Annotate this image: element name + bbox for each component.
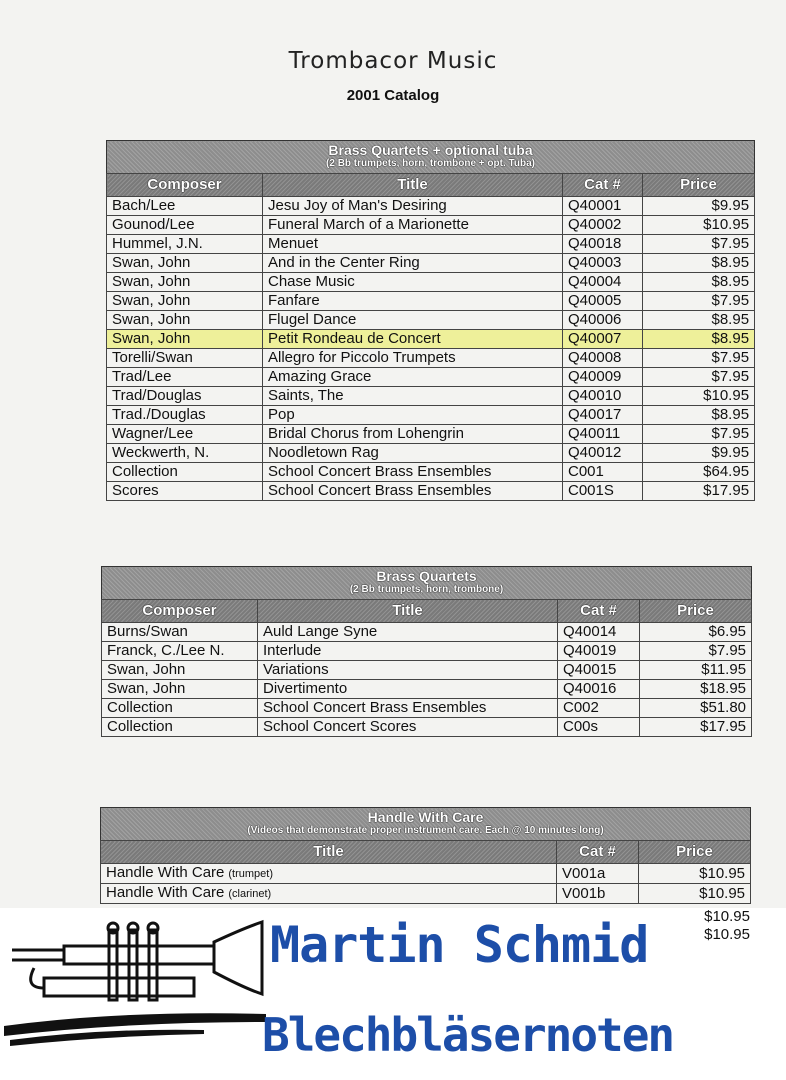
cell-title: Flugel Dance xyxy=(263,311,563,330)
cell-cat: Q40011 xyxy=(563,425,643,444)
cell-title: Funeral March of a Marionette xyxy=(263,216,563,235)
cell-title: Interlude xyxy=(258,642,558,661)
cell-title: Bridal Chorus from Lohengrin xyxy=(263,425,563,444)
cell-cat: C001 xyxy=(563,463,643,482)
cell-cat: Q40009 xyxy=(563,368,643,387)
cell-cat: Q40014 xyxy=(558,623,640,642)
cell-composer: Gounod/Lee xyxy=(107,216,263,235)
trumpet-icon xyxy=(4,918,268,1068)
cell-composer: Wagner/Lee xyxy=(107,425,263,444)
cell-composer: Swan, John xyxy=(107,330,263,349)
table-subtitle: (2 Bb trumpets, horn, trombone) xyxy=(349,584,504,595)
brass-quartets-table xyxy=(101,566,752,737)
cell-title: School Concert Brass Ensembles xyxy=(263,482,563,501)
table-row xyxy=(107,197,755,216)
column-header-title: Title xyxy=(263,174,563,197)
cell-title: Chase Music xyxy=(263,273,563,292)
cell-title: Menuet xyxy=(263,235,563,254)
table-row xyxy=(107,368,755,387)
cell-cat: Q40003 xyxy=(563,254,643,273)
cell-price: $8.95 xyxy=(643,254,755,273)
cell-composer: Swan, John xyxy=(102,680,258,699)
column-header-title: Title xyxy=(258,600,558,623)
cell-title: Allegro for Piccolo Trumpets xyxy=(263,349,563,368)
table-row xyxy=(101,884,751,904)
table-row xyxy=(107,216,755,235)
column-header-cat: Cat # xyxy=(558,600,640,623)
table-title: Brass Quartets + optional tuba xyxy=(328,142,533,158)
cell-price: $17.95 xyxy=(640,718,752,737)
cell-composer: Trad./Douglas xyxy=(107,406,263,425)
table-row xyxy=(107,444,755,463)
table-row xyxy=(102,680,752,699)
cell-cat: Q40002 xyxy=(563,216,643,235)
cell-composer: Bach/Lee xyxy=(107,197,263,216)
table-row xyxy=(107,406,755,425)
cell-cat: Q40015 xyxy=(558,661,640,680)
cell-composer: Collection xyxy=(102,699,258,718)
cell-title xyxy=(101,864,557,884)
cell-cat: Q40012 xyxy=(563,444,643,463)
cell-price: $6.95 xyxy=(640,623,752,642)
cell-cat: C001S xyxy=(563,482,643,501)
cell-price: $8.95 xyxy=(643,406,755,425)
instrument-note: (clarinet) xyxy=(228,888,272,900)
cell-cat: Q40016 xyxy=(558,680,640,699)
cell-title: Saints, The xyxy=(263,387,563,406)
cell-price: $51.80 xyxy=(640,699,752,718)
column-header-price: Price xyxy=(639,841,751,864)
table-row xyxy=(107,273,755,292)
cell-composer: Hummel, J.N. xyxy=(107,235,263,254)
table-row xyxy=(107,425,755,444)
table-row xyxy=(107,254,755,273)
video-title: Handle With Care xyxy=(106,884,225,901)
cell-title: School Concert Brass Ensembles xyxy=(258,699,558,718)
column-header-price: Price xyxy=(643,174,755,197)
table-banner xyxy=(101,808,751,841)
table-row xyxy=(107,482,755,501)
cell-title: Variations xyxy=(258,661,558,680)
cell-price: $7.95 xyxy=(643,368,755,387)
cell-title: And in the Center Ring xyxy=(263,254,563,273)
cell-price: $7.95 xyxy=(643,235,755,254)
cell-composer: Collection xyxy=(102,718,258,737)
cell-cat: Q40001 xyxy=(563,197,643,216)
table-row xyxy=(107,463,755,482)
cell-composer: Swan, John xyxy=(107,292,263,311)
cell-price: $7.95 xyxy=(643,425,755,444)
cell-composer: Swan, John xyxy=(107,311,263,330)
table-row xyxy=(102,699,752,718)
cell-price: $10.95 xyxy=(639,884,751,904)
cell-price: $10.95 xyxy=(643,387,755,406)
table-title: Handle With Care xyxy=(367,809,484,825)
column-header-composer: Composer xyxy=(102,600,258,623)
cell-cat: V001a xyxy=(557,864,639,884)
cell-cat: Q40007 xyxy=(563,330,643,349)
table-row xyxy=(101,864,751,884)
cell-cat: Q40005 xyxy=(563,292,643,311)
cell-price: $7.95 xyxy=(640,642,752,661)
table-banner xyxy=(102,567,752,600)
cell-composer: Scores xyxy=(107,482,263,501)
catalog-year: 2001 Catalog xyxy=(346,87,440,104)
cell-title: Noodletown Rag xyxy=(263,444,563,463)
brass-quartets-tuba-table xyxy=(106,140,755,501)
table-row xyxy=(107,387,755,406)
table-row xyxy=(102,661,752,680)
table-title: Brass Quartets xyxy=(376,568,477,584)
cell-price: $11.95 xyxy=(640,661,752,680)
cell-cat: Q40010 xyxy=(563,387,643,406)
extra-price: $10.95 xyxy=(704,908,750,925)
cell-composer: Trad/Lee xyxy=(107,368,263,387)
cell-price: $8.95 xyxy=(643,311,755,330)
cell-price: $64.95 xyxy=(643,463,755,482)
cell-title: Pop xyxy=(263,406,563,425)
publisher-title: Trombacor Music xyxy=(288,48,498,74)
table-row xyxy=(107,311,755,330)
cell-composer: Burns/Swan xyxy=(102,623,258,642)
cell-cat: Q40006 xyxy=(563,311,643,330)
cell-title: Jesu Joy of Man's Desiring xyxy=(263,197,563,216)
extra-price: $10.95 xyxy=(704,926,750,943)
cell-price: $17.95 xyxy=(643,482,755,501)
column-header-title: Title xyxy=(101,841,557,864)
column-header-price: Price xyxy=(640,600,752,623)
cell-composer: Swan, John xyxy=(107,254,263,273)
video-title: Handle With Care xyxy=(106,864,225,881)
table-row xyxy=(107,235,755,254)
cell-price: $10.95 xyxy=(643,216,755,235)
instrument-note: (trumpet) xyxy=(228,868,274,880)
cell-price: $7.95 xyxy=(643,349,755,368)
column-header-cat: Cat # xyxy=(557,841,639,864)
cell-price: $8.95 xyxy=(643,273,755,292)
cell-title: School Concert Scores xyxy=(258,718,558,737)
cell-cat: C002 xyxy=(558,699,640,718)
cell-title: Divertimento xyxy=(258,680,558,699)
cell-price: $8.95 xyxy=(643,330,755,349)
cell-cat: C00s xyxy=(558,718,640,737)
cell-cat: V001b xyxy=(557,884,639,904)
table-row xyxy=(107,349,755,368)
cell-price: $9.95 xyxy=(643,197,755,216)
column-header-cat: Cat # xyxy=(563,174,643,197)
cell-cat: Q40018 xyxy=(563,235,643,254)
watermark-line1: Martin Schmid xyxy=(270,916,649,974)
cell-composer: Trad/Douglas xyxy=(107,387,263,406)
cell-title: Amazing Grace xyxy=(263,368,563,387)
cell-title xyxy=(101,884,557,904)
cell-cat: Q40004 xyxy=(563,273,643,292)
cell-composer: Swan, John xyxy=(102,661,258,680)
cell-title: Fanfare xyxy=(263,292,563,311)
cell-composer: Swan, John xyxy=(107,273,263,292)
table-row xyxy=(102,718,752,737)
cell-cat: Q40019 xyxy=(558,642,640,661)
table-subtitle: (2 Bb trumpets, horn, trombone + opt. Tuba) xyxy=(326,158,536,169)
column-header-composer: Composer xyxy=(107,174,263,197)
table-banner xyxy=(107,141,755,174)
cell-price: $10.95 xyxy=(639,864,751,884)
cell-composer: Weckwerth, N. xyxy=(107,444,263,463)
cell-title: Petit Rondeau de Concert xyxy=(263,330,563,349)
cell-composer: Collection xyxy=(107,463,263,482)
cell-composer: Torelli/Swan xyxy=(107,349,263,368)
cell-composer: Franck, C./Lee N. xyxy=(102,642,258,661)
cell-price: $9.95 xyxy=(643,444,755,463)
cell-price: $18.95 xyxy=(640,680,752,699)
cell-cat: Q40017 xyxy=(563,406,643,425)
table-row xyxy=(107,330,755,349)
handle-with-care-table xyxy=(100,807,751,904)
table-row xyxy=(102,642,752,661)
cell-title: Auld Lange Syne xyxy=(258,623,558,642)
table-row xyxy=(102,623,752,642)
cell-price: $7.95 xyxy=(643,292,755,311)
cell-cat: Q40008 xyxy=(563,349,643,368)
watermark-line2: Blechbläsernoten xyxy=(262,1008,674,1062)
table-row xyxy=(107,292,755,311)
table-subtitle: (Videos that demonstrate proper instrument care. Each @ 10 minutes long) xyxy=(247,825,604,836)
cell-title: School Concert Brass Ensembles xyxy=(263,463,563,482)
